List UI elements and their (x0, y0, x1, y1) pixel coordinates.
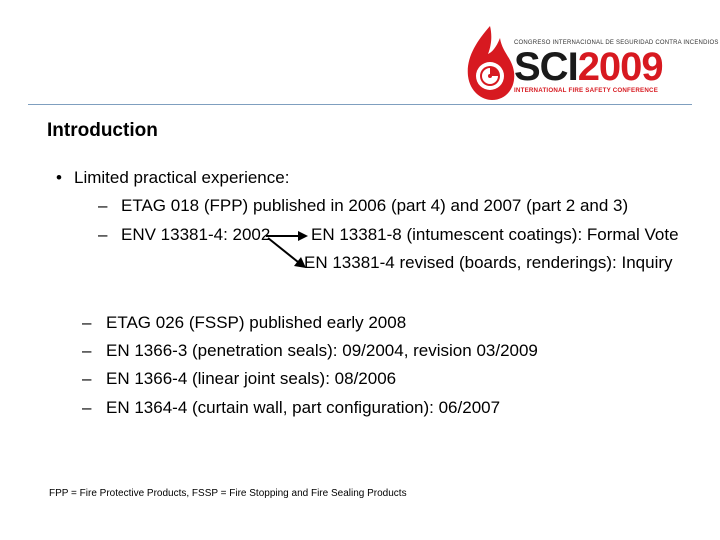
list-item-en1366-3: EN 1366-3 (penetration seals): 09/2004, revision 03/2009 (106, 341, 538, 360)
dash-marker: – (98, 196, 108, 215)
flame-icon (462, 24, 518, 102)
logo-tagline-bottom: INTERNATIONAL FIRE SAFETY CONFERENCE (514, 87, 659, 94)
dash-marker: – (98, 225, 108, 244)
dash-marker: – (82, 369, 92, 388)
sub-item-etag018: ETAG 018 (FPP) published in 2006 (part 4) and 2007 (part 2 and 3) (121, 196, 629, 215)
slide-title: Introduction (47, 120, 158, 141)
target-en13381-4: EN 13381-4 revised (boards, renderings): Inquiry (304, 253, 673, 272)
dash-marker: – (82, 313, 92, 332)
header-divider (28, 104, 692, 105)
target-en13381-8: EN 13381-8 (intumescent coatings): Formal Vote (311, 225, 679, 244)
logo-tagline-top: CONGRESO INTERNACIONAL DE SEGURIDAD CONTRA INCENDIOS (514, 40, 719, 46)
logo-year: 2009 (577, 45, 663, 89)
logo-wordmark (514, 47, 663, 87)
list-item-etag026: ETAG 026 (FSSP) published early 2008 (106, 313, 407, 332)
dash-marker: – (82, 341, 92, 360)
logo-brand: SCI (514, 45, 578, 89)
bullet-text: Limited practical experience: (74, 168, 290, 187)
list-item-en1364-4: EN 1364-4 (curtain wall, part configuration): 06/2007 (106, 398, 501, 417)
conference-logo (462, 22, 719, 102)
list-item-en1366-4: EN 1366-4 (linear joint seals): 08/2006 (106, 369, 397, 388)
dash-marker: – (82, 398, 92, 417)
bullet-marker: • (56, 168, 62, 187)
sub-item-env13381: ENV 13381-4: 2002 (121, 225, 271, 244)
footnote: FPP = Fire Protective Products, FSSP = Fire Stopping and Fire Sealing Products (49, 488, 407, 499)
